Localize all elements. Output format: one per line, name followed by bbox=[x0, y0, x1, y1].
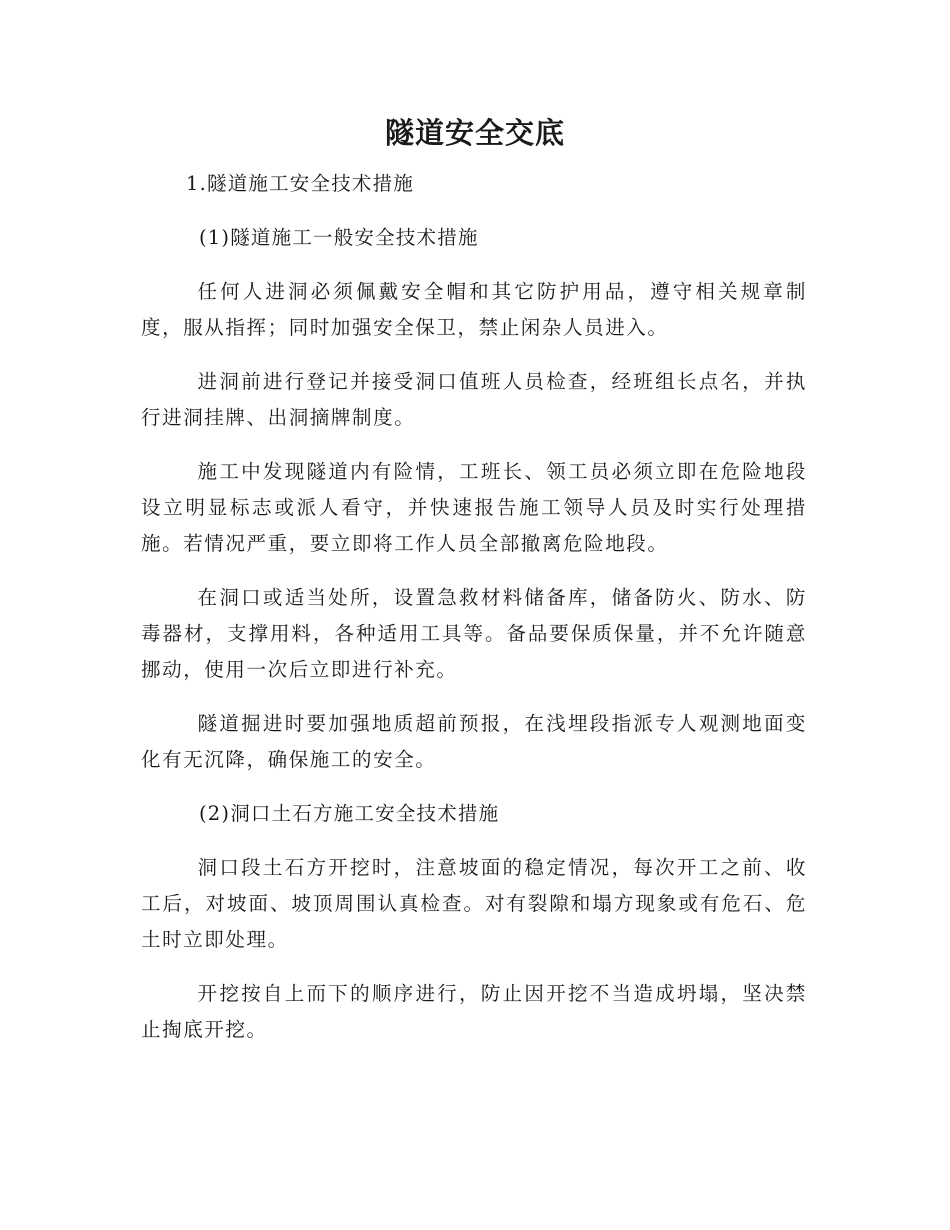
paragraph: 开挖按自上而下的顺序进行，防止因开挖不当造成坍塌，坚决禁止掏底开挖。 bbox=[141, 982, 807, 1041]
subsection-heading: (1)隧道施工一般安全技术措施 bbox=[199, 226, 479, 249]
paragraph: 进洞前进行登记并接受洞口值班人员检查，经班组长点名，并执行进洞挂牌、出洞摘牌制度。 bbox=[141, 370, 807, 429]
paragraph: 施工中发现隧道内有险情，工班长、领工员必须立即在危险地段设立明显标志或派人看守，并快速报告施工领导人员及时实行处理措施。若情况严重，要立即将工作人员全部撤离危险地段。 bbox=[141, 460, 807, 555]
section-heading: 1.隧道施工安全技术措施 bbox=[186, 172, 415, 195]
paragraph: 任何人进洞必须佩戴安全帽和其它防护用品，遵守相关规章制度，服从指挥；同时加强安全保卫，禁止闲杂人员进入。 bbox=[141, 280, 807, 339]
paragraph: 在洞口或适当处所，设置急救材料储备库，储备防火、防水、防毒器材，支撑用料，各种适用工具等。备品要保质保量，并不允许随意挪动，使用一次后立即进行补充。 bbox=[141, 586, 807, 681]
document-body bbox=[141, 166, 807, 1066]
paragraph: 隧道掘进时要加强地质超前预报，在浅埋段指派专人观测地面变化有无沉降，确保施工的安全。 bbox=[141, 712, 807, 771]
document-title: 隧道安全交底 bbox=[384, 116, 565, 150]
paragraph: 洞口段土石方开挖时，注意坡面的稳定情况，每次开工之前、收工后，对坡面、坡顶周围认真检查。对有裂隙和塌方现象或有危石、危土时立即处理。 bbox=[141, 856, 807, 951]
subsection-heading: (2)洞口土石方施工安全技术措施 bbox=[199, 802, 500, 825]
